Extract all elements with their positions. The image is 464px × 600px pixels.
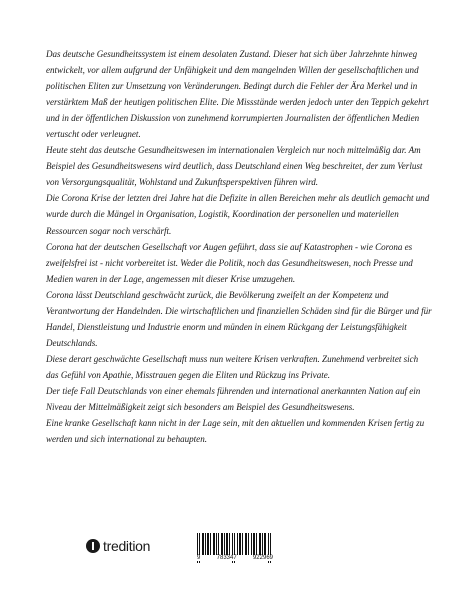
barcode-digit-prefix: 9 — [197, 555, 201, 561]
publisher-logo — [86, 538, 150, 554]
paragraph-1: Das deutsche Gesundheitssystem ist einem desolaten Zustand. Dieser hat sich über Jahrzehnte hinweg entwickelt, vor allem aufgrund der Unfähigkeit und dem mangelnden Willen der gesellschaftlichen und politischen Eliten zur Umsetzung von Veränderungen. Bedingt durch die Fehler der Ära Merkel und in verstärktem Maß der heutigen politischen Elite. Die Missstände werden jedoch unter den Teppich gekehrt und in der öffentlichen Diskussion von zunehmend korrumpierten Journalisten der öffentlichen Medien vertuscht oder verleugnet. — [46, 49, 429, 140]
barcode-digits-left: 783347 — [216, 555, 237, 561]
paragraph-6: Diese derart geschwächte Gesellschaft muss nun weitere Krisen verkraften. Zunehmend verbreitet sich das Gefühl von Apathie, Misstrauen gegen die Eliten und Rückzug ins Private. — [46, 353, 419, 380]
barcode-digits — [196, 555, 274, 561]
paragraph-8: Eine kranke Gesellschaft kann nicht in der Lage sein, mit den aktuellen und kommenden Krisen fertig zu werden und sich international zu behaupten. — [46, 418, 425, 445]
back-cover-text — [46, 46, 432, 447]
tredition-logo-icon — [86, 539, 100, 553]
paragraph-3: Die Corona Krise der letzten drei Jahre hat die Defizite in allen Bereichen mehr als deutlich gemacht und wurde durch die Mängel in Organisation, Logistik, Koordination der personellen und materiellen Ressourcen sogar noch verschärft. — [46, 193, 430, 236]
paragraph-4: Corona hat der deutschen Gesellschaft vor Augen geführt, dass sie auf Katastrophen - wie Corona es zweifelsfrei ist - nicht vorbereitet ist. Weder die Politik, noch das Gesundheitswesen, noch Presse und Medien waren in der Lage, angemessen mit dieser Krise umzugehen. — [46, 241, 413, 284]
publisher-name: tredition — [103, 538, 151, 554]
paragraph-5: Corona lässt Deutschland geschwächt zurück, die Bevölkerung zweifelt an der Kompetenz und Verantwortung der Handelnden. Die wirtschaftlichen und finanziellen Schäden sind für die Bürger und für Handel, Dienstleistung und Industrie enorm und münden in einem Rückgang der Leistungsfähigkeit Deutschlands. — [46, 289, 432, 348]
paragraph-7: Der tiefe Fall Deutschlands von einer ehemals führenden und international anerkannten Nation auf ein Niveau der Mittelmäßigkeit zeigt sich besonders am Beispiel des Gesundheitswesens. — [46, 385, 421, 413]
barcode-digits-right: 922969 — [252, 555, 273, 561]
paragraph-2: Heute steht das deutsche Gesundheitswesen im internationalen Vergleich nur noch mittelmäßig dar. Am Beispiel des Gesundheitswesens wird deutlich, dass Deutschland einen Weg beschreitet, der zum Verlust von Versorgungsqualität, Wohlstand und Zukunftsperspektiven führen wird. — [46, 145, 423, 188]
